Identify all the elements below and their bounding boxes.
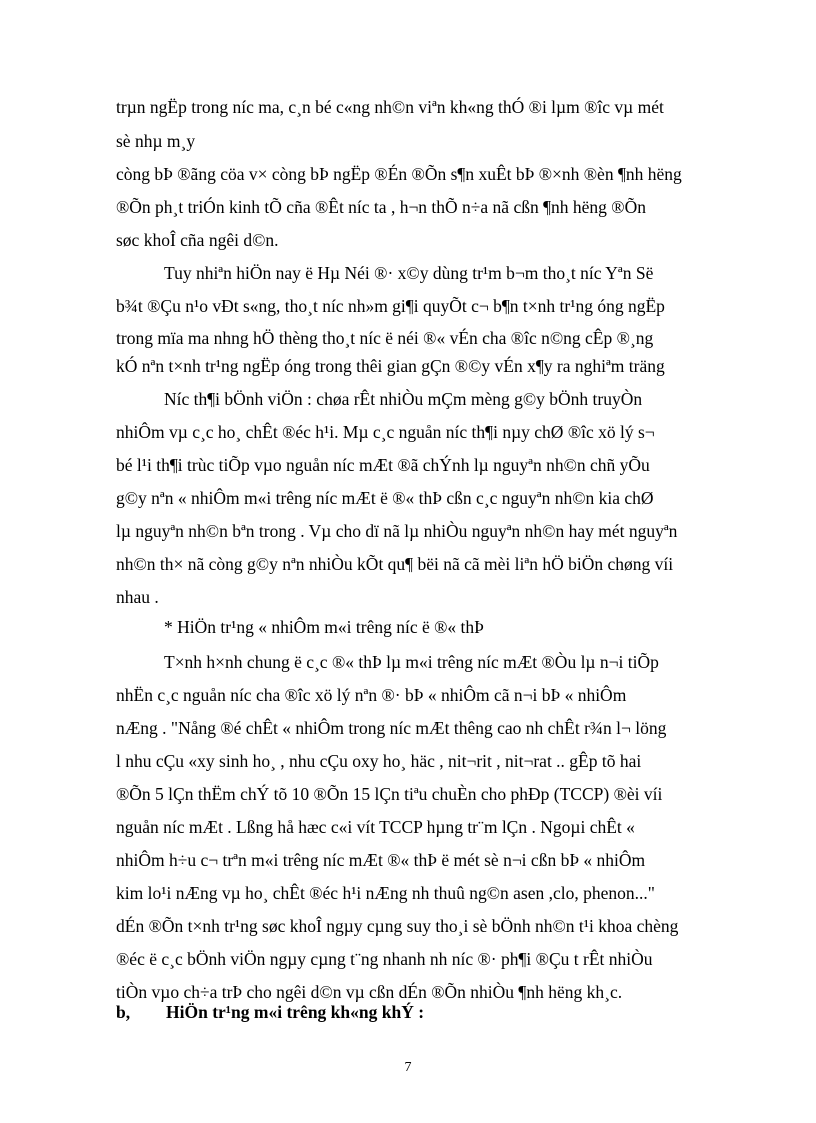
body-line: kÓ nªn t×nh tr¹ng ngËp óng trong thêi gian gÇn ®©y vÉn x¶y ra nghiªm träng bbox=[116, 356, 665, 376]
body-line: bé l¹i th¶i trùc tiÕp vµo nguån níc mÆt ®ã chÝnh lµ nguyªn nh©n chñ yÕu bbox=[116, 455, 650, 475]
body-line: lµ nguyªn nh©n bªn trong . Vµ cho dï nã lµ nhiÒu nguyªn nh©n hay mét nguyªn bbox=[116, 521, 678, 541]
body-line: trong mïa ma nhng hÖ thèng tho¸t níc ë néi ®« vÉn cha ®îc n©ng cÊp ®¸ng bbox=[116, 328, 654, 348]
body-line: l nhu cÇu «xy sinh ho¸ , nhu cÇu oxy ho¸ häc , nit¬rit , nit¬rat .. gÊp tõ hai bbox=[116, 751, 642, 771]
body-line: nÆng . "Nång ®é chÊt « nhiÔm trong níc mÆt thêng cao nh chÊt r¾n l¬ löng bbox=[116, 718, 667, 738]
body-line: Níc th¶i bÖnh viÖn : chøa rÊt nhiÒu mÇm mèng g©y bÖnh truyÒn bbox=[164, 389, 643, 409]
body-line: nhËn c¸c nguån níc cha ®îc xö lý nªn ®· bÞ « nhiÔm cã n¬i bÞ « nhiÔm bbox=[116, 685, 627, 705]
body-line: T×nh h×nh chung ë c¸c ®« thÞ lµ m«i trêng níc mÆt ®Òu lµ n¬i tiÕp bbox=[164, 652, 659, 672]
page-number: 7 bbox=[404, 1060, 412, 1075]
body-line: sè nhµ m¸y bbox=[116, 131, 196, 151]
body-line: ®éc ë c¸c bÖnh viÖn ngµy cµng t¨ng nhanh nh níc ®· ph¶i ®Çu t rÊt nhiÒu bbox=[116, 949, 653, 969]
body-line: ®Õn 5 lÇn thËm chÝ tõ 10 ®Õn 15 lÇn tiªu chuÈn cho phÐp (TCCP) ®èi víi bbox=[116, 784, 663, 804]
body-line: søc khoÎ cña ngêi d©n. bbox=[116, 230, 279, 250]
body-line: g©y nªn « nhiÔm m«i trêng níc mÆt ë ®« thÞ cßn c¸c nguyªn nh©n kia chØ bbox=[116, 488, 654, 508]
body-line: nhiÔm vµ c¸c ho¸ chÊt ®éc h¹i. Mµ c¸c nguån níc th¶i nµy chØ ®îc xö lý s¬ bbox=[116, 422, 655, 442]
body-line: nh©n th× nã còng g©y nªn nhiÒu kÕt qu¶ bëi nã cã mèi liªn hÖ biÖn chøng víi bbox=[116, 554, 674, 574]
body-line: b¾t ®Çu n¹o vÐt s«ng, tho¸t níc nh»m gi¶i quyÕt c¬ b¶n t×nh tr¹ng óng ngËp bbox=[116, 296, 665, 316]
body-line: trµn ngËp trong níc ma, c¸n bé c«ng nh©n viªn kh«ng thÓ ®i lµm ®îc vµ mét bbox=[116, 97, 664, 117]
body-line: ®Õn ph¸t triÓn kinh tÕ cña ®Êt níc ta , h¬n thÕ n÷a nã cßn ¶nh hëng ®Õn bbox=[116, 197, 646, 217]
body-line: dÉn ®Õn t×nh tr¹ng søc khoÎ ngµy cµng suy tho¸i sè bÖnh nh©n t¹i khoa chèng bbox=[116, 916, 679, 936]
section-label: b, bbox=[116, 1002, 131, 1022]
body-line: còng bÞ ®ãng cöa v× còng bÞ ngËp ®Én ®Õn s¶n xuÊt bÞ ®×nh ®èn ¶nh hëng bbox=[116, 164, 682, 184]
body-line: kim lo¹i nÆng vµ ho¸ chÊt ®éc h¹i nÆng nh thuû ng©n asen ,clo, phenon..." bbox=[116, 883, 655, 903]
body-line: tiÒn vµo ch÷a trÞ cho ngêi d©n vµ cßn dÉn ®Õn nhiÒu ¶nh hëng kh¸c. bbox=[116, 982, 623, 1002]
body-line: Tuy nhiªn hiÖn nay ë Hµ Néi ®· x©y dùng tr¹m b¬m tho¸t níc Yªn Së bbox=[164, 263, 654, 283]
section-title: HiÖn tr¹ng m«i trêng kh«ng khÝ : bbox=[166, 1002, 425, 1022]
body-line: nhiÔm h÷u c¬ trªn m«i trêng níc mÆt ®« thÞ ë mét sè n¬i cßn bÞ « nhiÔm bbox=[116, 850, 646, 870]
body-line: nguån níc mÆt . Lßng hå hæc c«i vít TCCP hµng tr¨m lÇn . Ngoµi chÊt « bbox=[116, 817, 635, 837]
body-line: nhau . bbox=[116, 587, 159, 607]
subheading: * HiÖn tr¹ng « nhiÔm m«i trêng níc ë ®« thÞ bbox=[164, 617, 484, 637]
